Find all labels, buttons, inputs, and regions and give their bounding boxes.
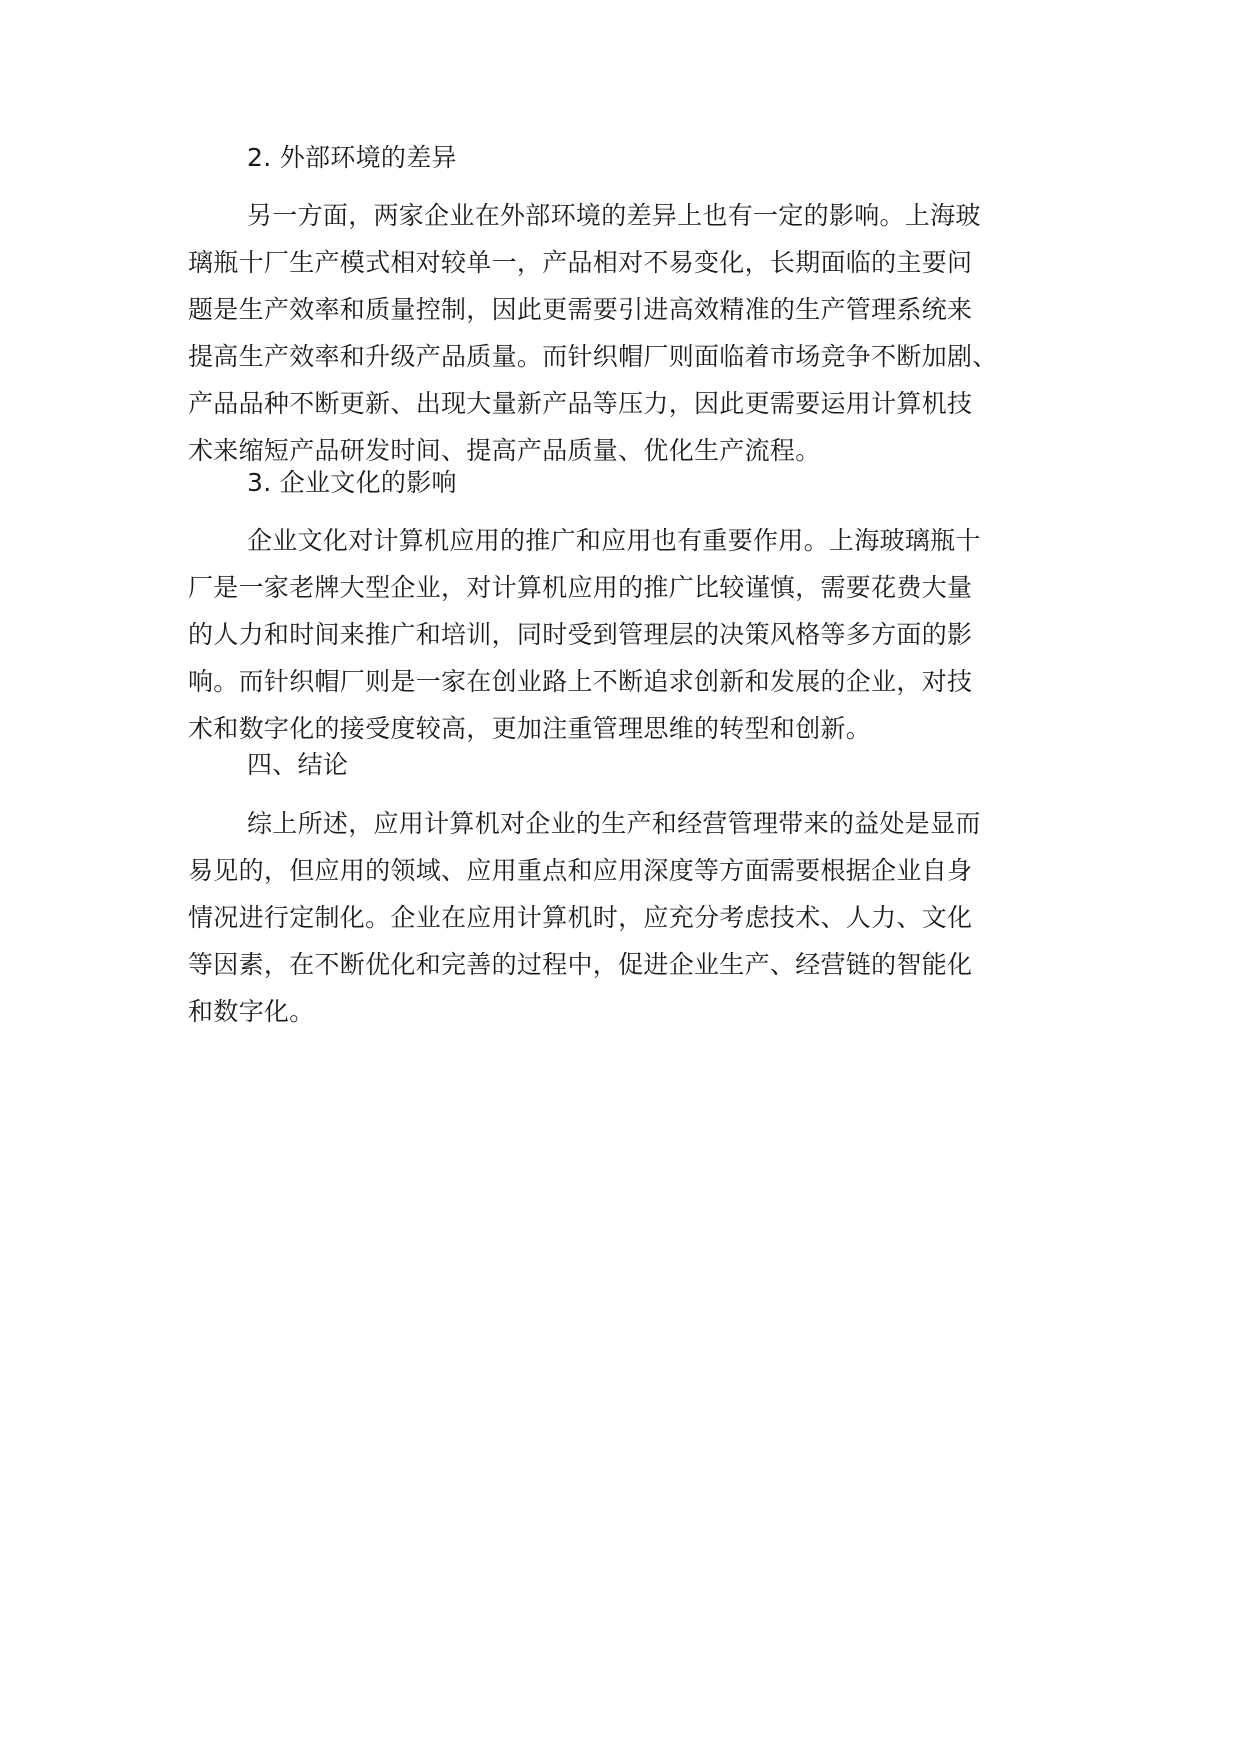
paragraph-line: 厂是一家老牌大型企业，对计算机应用的推广比较谨慎，需要花费大量 [188, 573, 973, 602]
paragraph-line: 等因素，在不断优化和完善的过程中，促进企业生产、经营链的智能化 [188, 950, 973, 979]
paragraph-line: 综上所述，应用计算机对企业的生产和经营管理带来的益处是显而 [247, 809, 981, 838]
paragraph-line: 产品品种不断更新、出现大量新产品等压力，因此更需要运用计算机技 [188, 389, 973, 418]
section-2-paragraph [188, 192, 1088, 474]
paragraph-line: 另一方面，两家企业在外部环境的差异上也有一定的影响。上海玻 [247, 201, 981, 230]
paragraph-line: 的人力和时间来推广和培训，同时受到管理层的决策风格等多方面的影 [188, 620, 973, 649]
heading-text: 3. 企业文化的影响 [247, 468, 457, 497]
section-2-heading [188, 134, 1147, 181]
paragraph-line: 易见的，但应用的领域、应用重点和应用深度等方面需要根据企业自身 [188, 856, 973, 885]
heading-text: 2. 外部环境的差异 [247, 143, 457, 172]
paragraph-line: 璃瓶十厂生产模式相对较单一，产品相对不易变化，长期面临的主要问 [188, 248, 973, 277]
section-3-heading [188, 459, 1147, 506]
paragraph-line: 企业文化对计算机应用的推广和应用也有重要作用。上海玻璃瓶十 [247, 526, 981, 555]
paragraph-line: 和数字化。 [188, 997, 315, 1026]
section-4-heading [188, 741, 1147, 788]
paragraph-line: 术来缩短产品研发时间、提高产品质量、优化生产流程。 [188, 436, 821, 465]
paragraph-line: 题是生产效率和质量控制，因此更需要引进高效精准的生产管理系统来 [188, 295, 973, 324]
paragraph-line: 情况进行定制化。企业在应用计算机时，应充分考虑技术、人力、文化 [188, 903, 973, 932]
heading-text: 四、结论 [247, 750, 349, 779]
paragraph-line: 术和数字化的接受度较高，更加注重管理思维的转型和创新。 [188, 714, 872, 743]
paragraph-line: 响。而针织帽厂则是一家在创业路上不断追求创新和发展的企业，对技 [188, 667, 973, 696]
section-4-paragraph [188, 800, 1088, 1035]
paragraph-line: 提高生产效率和升级产品质量。而针织帽厂则面临着市场竞争不断加剧、 [188, 342, 998, 371]
section-3-paragraph [188, 517, 1088, 752]
